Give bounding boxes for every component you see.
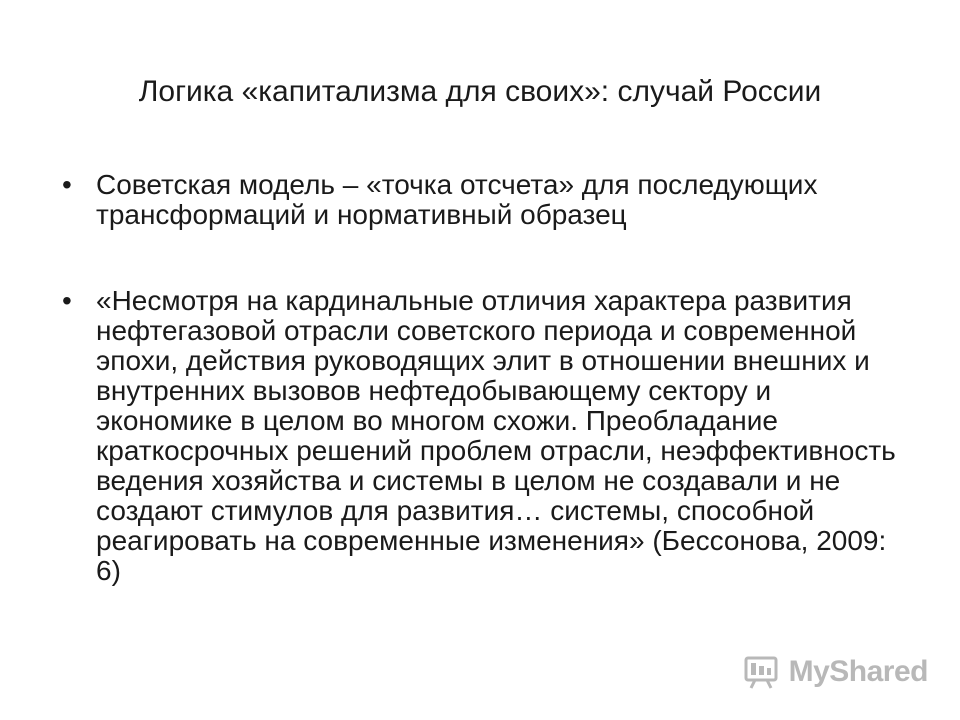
bullet-item bbox=[62, 286, 922, 586]
bullet-list bbox=[62, 170, 922, 586]
bullet-text: «Несмотря на кардинальные отличия характера развития нефтегазовой отрасли советского периода и современной эпохи, действия руководящих элит в отношении внешних и внутренних вызовов нефтедобывающему сектору и экономике в целом во многом схожи. Преобладание краткосрочных решений проблем отрасли, неэффективность ведения хозяйства и системы в целом не создавали и не создают стимулов для развития… системы, способной реагировать на современные изменения» (Бессонова, 2009: 6) bbox=[96, 285, 896, 586]
watermark bbox=[741, 652, 928, 692]
slide-title: Логика «капитализма для своих»: случай России bbox=[138, 75, 822, 108]
bullet-marker: • bbox=[62, 285, 72, 316]
watermark-text: MyShared bbox=[788, 655, 928, 688]
bullet-item bbox=[62, 170, 922, 230]
bullet-marker: • bbox=[62, 169, 72, 200]
bullet-text: Советская модель – «точка отсчета» для последующих трансформаций и нормативный образец bbox=[96, 169, 818, 230]
presentation-board-icon bbox=[741, 652, 781, 692]
